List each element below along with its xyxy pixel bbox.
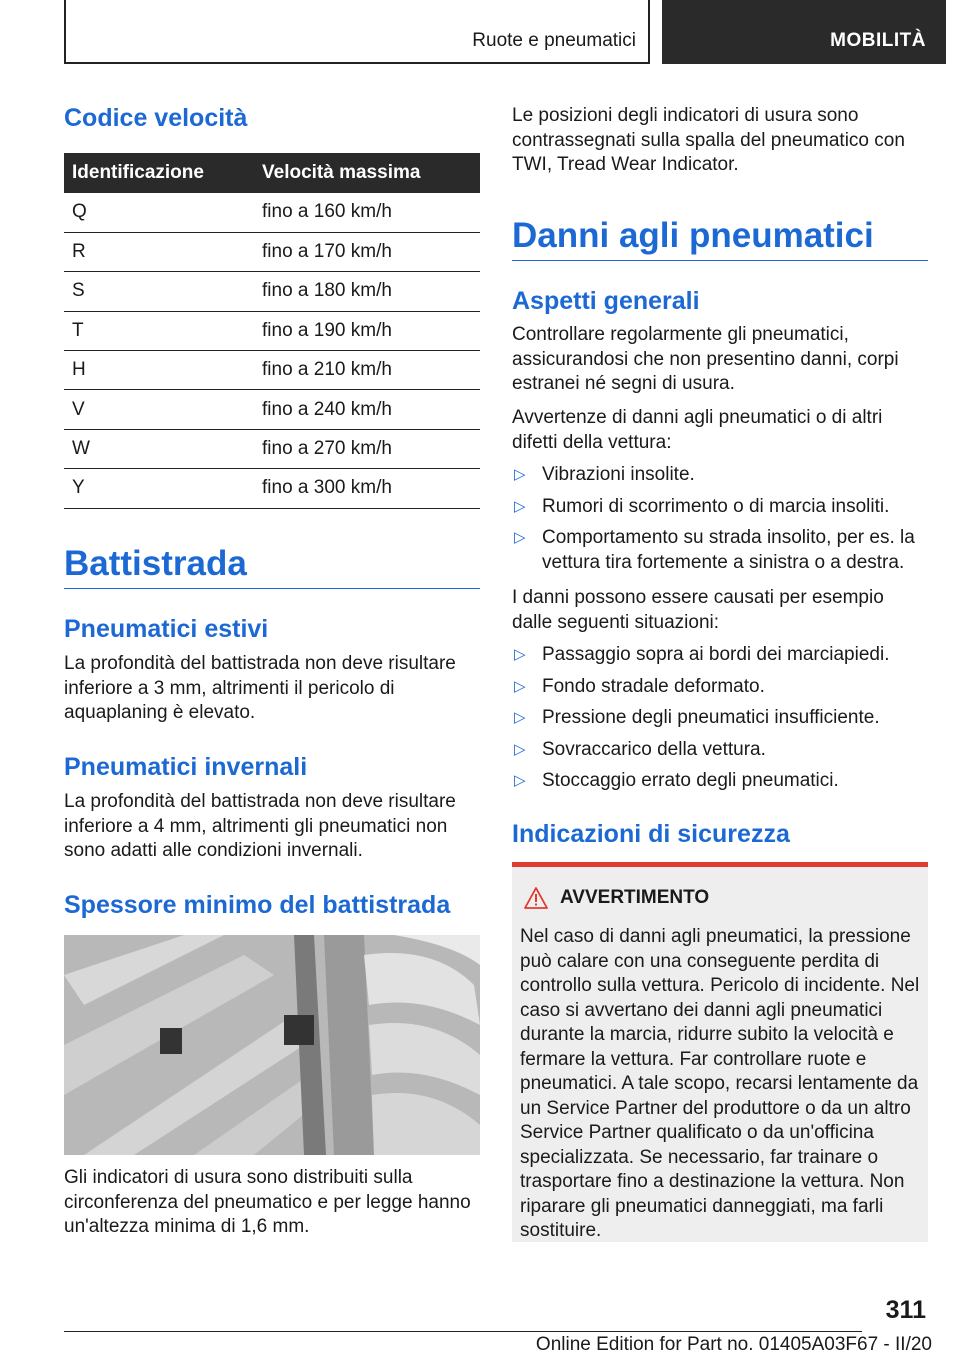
triangle-bullet-icon: ▷ (514, 740, 526, 758)
triangle-bullet-icon: ▷ (514, 772, 526, 789)
list-item: ▷ Pressione degli pneumatici insufficiente. (512, 706, 928, 731)
summer-tyres-text: La profondità del battistrada non deve risultare inferiore a 3 mm, altrimenti il pericolo di aquaplaning è elevato. (64, 653, 456, 723)
causes-intro: I danni possono essere causati per esempio dalle seguenti situazioni: (512, 587, 884, 633)
table-row (64, 272, 480, 311)
footer-rule (64, 1331, 862, 1332)
table-row (64, 311, 480, 350)
twi-text: Le posizioni degli indicatori di usura sono contrassegnati sulla spalla del pneumatico con TWI, Tread Wear Indicator. (512, 105, 905, 175)
list-item: ▷ Fondo stradale deformato. (512, 675, 928, 700)
signs-intro: Avvertenze di danni agli pneumatici o di altri difetti della vettura: (512, 407, 883, 453)
list-item: ▷ Vibrazioni insolite. (512, 463, 928, 488)
warning-title: AVVERTIMENTO (560, 887, 710, 908)
winter-tyres-heading: Pneumatici invernali (64, 753, 308, 781)
header-chapter-title: MOBILITÀ (662, 0, 946, 64)
table-cell: fino a 240 km/h (254, 390, 480, 429)
table-row (64, 193, 480, 232)
triangle-bullet-icon: ▷ (514, 709, 526, 726)
warning-box (512, 862, 928, 1242)
table-cell: W (64, 429, 254, 468)
table-row (64, 429, 480, 468)
table-cell: fino a 160 km/h (254, 193, 480, 232)
general-text: Controllare regolarmente gli pneumatici, assicurandosi che non presentino danni, corpi estranei né segni di usura. (512, 324, 899, 394)
safety-heading: Indicazioni di sicurezza (512, 820, 790, 848)
list-item: ▷ Sovraccarico della vettura. (512, 738, 928, 763)
triangle-bullet-icon: ▷ (514, 497, 526, 515)
warning-text: Nel caso di danni agli pneumatici, la pressione può calare con una conseguente perdita di controllo sulla vettura. Pericolo di incidente. Nel caso si avvertano dei danni agli pneumatici durante la marcia, ridurre subito la velocità e fermare la vettura. Far controllare ruote e pneumatici. A tale scopo, recarsi lentamente da un Service Partner del produttore o da un altro Service Partner qualificato o da un'officina specializzata. Se necessario, far trainare o trasportare fino a destinazione la vettura. Non riparare gli pneumatici danneggiati, ma farli sostituire. (520, 926, 920, 1241)
table-cell: R (64, 232, 254, 271)
triangle-bullet-icon: ▷ (514, 529, 526, 546)
table-cell: fino a 170 km/h (254, 232, 480, 271)
winter-tyres-text: La profondità del battistrada non deve risultare inferiore a 4 mm, altrimenti gli pneumatici non sono adatti alle condizioni invernali. (64, 791, 456, 861)
table-cell: fino a 270 km/h (254, 429, 480, 468)
triangle-bullet-icon: ▷ (514, 677, 526, 695)
warning-triangle-icon (524, 887, 548, 909)
tread-wear-photo (64, 935, 480, 1155)
table-cell: fino a 190 km/h (254, 311, 480, 350)
general-heading: Aspetti generali (512, 287, 700, 315)
footer-edition: Online Edition for Part no. 01405A03F67 - II/20 (535, 1334, 932, 1355)
triangle-bullet-icon: ▷ (514, 646, 526, 663)
table-cell: Y (64, 469, 254, 508)
table-cell: T (64, 311, 254, 350)
table-header-speed: Velocità massima (254, 153, 480, 193)
list-item: ▷ Passaggio sopra ai bordi dei marciapiedi. (512, 643, 928, 668)
table-cell: fino a 210 km/h (254, 351, 480, 390)
min-tread-text: Gli indicatori di usura sono distribuiti sulla circonferenza del pneumatico e per legge hanno un'altezza minima di 1,6 mm. (64, 1167, 471, 1237)
speed-table (64, 153, 480, 509)
warning-header (524, 887, 709, 909)
table-header-id: Identificazione (64, 153, 254, 193)
causes-list (512, 643, 928, 801)
list-item: ▷ Rumori di scorrimento o di marcia insoliti. (512, 495, 928, 520)
tread-heading: Battistrada (64, 544, 480, 589)
table-row (64, 351, 480, 390)
list-item: ▷ Stoccaggio errato degli pneumatici. (512, 769, 928, 794)
signs-list (512, 463, 928, 582)
table-cell: Q (64, 193, 254, 232)
list-item: ▷ Comportamento su strada insolito, per es. la vettura tira fortemente a sinistra o a destra. (514, 527, 915, 573)
table-cell: fino a 300 km/h (254, 469, 480, 508)
damage-heading: Danni agli pneumatici (512, 216, 928, 261)
tyre-tread-illustration (64, 935, 480, 1155)
table-cell: fino a 180 km/h (254, 272, 480, 311)
table-header-row (64, 153, 480, 193)
table-cell: H (64, 351, 254, 390)
min-tread-heading: Spessore minimo del battistrada (64, 891, 451, 919)
triangle-bullet-icon: ▷ (514, 466, 526, 483)
summer-tyres-heading: Pneumatici estivi (64, 615, 269, 643)
table-row (64, 232, 480, 271)
table-row (64, 469, 480, 508)
header-section-title: Ruote e pneumatici (472, 30, 636, 51)
page-number: 311 (885, 1296, 926, 1324)
table-cell: S (64, 272, 254, 311)
table-row (64, 390, 480, 429)
speed-code-heading: Codice velocità (64, 104, 248, 132)
table-cell: V (64, 390, 254, 429)
